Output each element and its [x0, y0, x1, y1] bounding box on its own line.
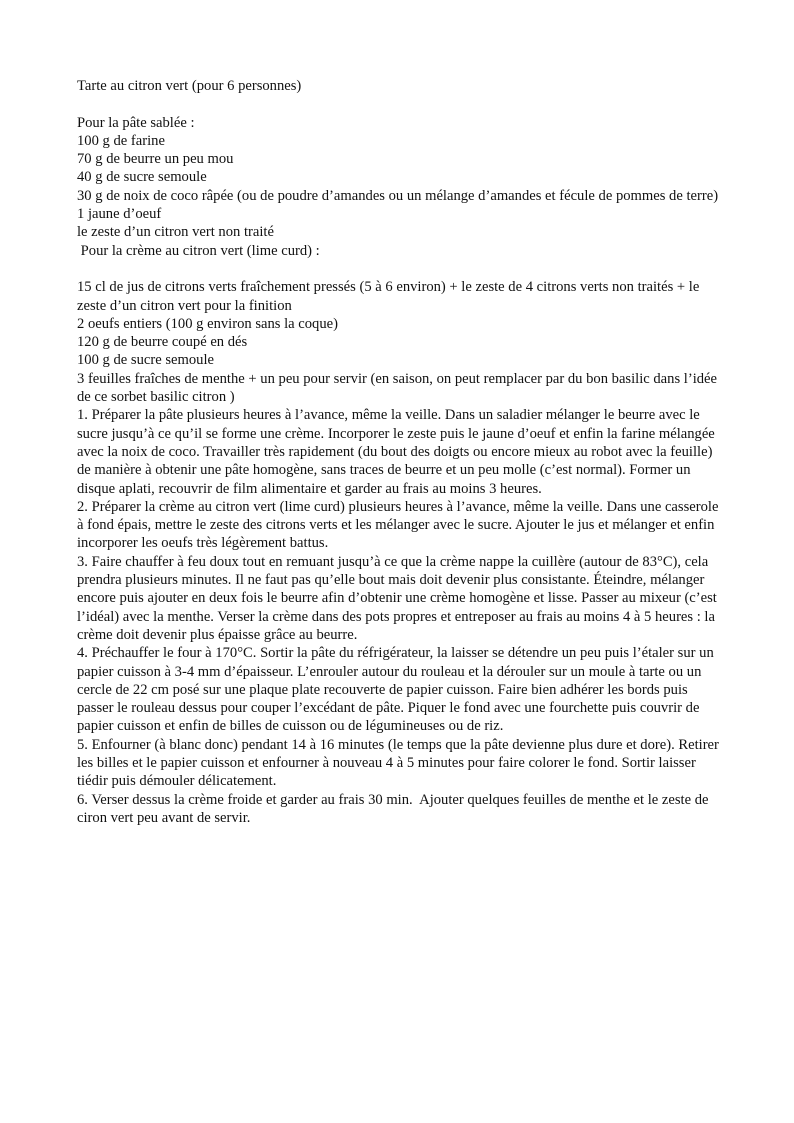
pate-ingredient: 70 g de beurre un peu mou	[77, 151, 234, 168]
creme-heading: Pour la crème au citron vert (lime curd) :	[77, 242, 320, 259]
recipe-title: Tarte au citron vert (pour 6 personnes)	[77, 78, 302, 94]
creme-ingredient: 120 g de beurre coupé en dés	[77, 334, 248, 351]
pate-heading: Pour la pâte sablée :	[77, 114, 195, 131]
recipe-step: 3. Faire chauffer à feu doux tout en remuant jusqu’à ce que la crème nappe la cuillère (autour de 83°C), cela prendra plusieurs minutes. Il ne faut pas qu’elle bout mais doit devenir plus consistante. Éteindre, mélanger encore puis ajouter en deux fois le beurre afin d’obtenir une crème homogène et lisse. Passer au mixeur (c’est l’idéal) avec la menthe. Verser la crème dans des pots propres et entreposer au frais au moins 4 à 5 heures : la crème doit devenir plus épaisse grâce au beurre.	[77, 553, 721, 643]
creme-ingredient: 2 oeufs entiers (100 g environ sans la coque)	[77, 315, 338, 332]
pate-ingredient: 30 g de noix de coco râpée (ou de poudre d’amandes ou un mélange d’amandes et fécule de pommes de terre)	[77, 187, 719, 204]
pate-ingredient: le zeste d’un citron vert non traité	[77, 224, 274, 241]
recipe-step: 5. Enfourner (à blanc donc) pendant 14 à 16 minutes (le temps que la pâte devienne plus dure et dore). Retirer les billes et le papier cuisson et enfourner à nouveau 4 à 5 minutes pour faire colorer le fond. Sortir laisser tiédir puis démouler délicatement.	[77, 736, 723, 790]
recipe-step: 2. Préparer la crème au citron vert (lime curd) plusieurs heures à l’avance, même la veille. Dans une casserole à fond épais, mettre le zeste des citrons verts et les mélanger avec le sucre. Ajouter le jus et mélanger et enfin incorporer les oeufs très légèrement battus.	[77, 498, 723, 552]
recipe-step: 1. Préparer la pâte plusieurs heures à l’avance, même la veille. Dans un saladier mélanger le beurre avec le sucre jusqu’à ce qu’il se forme une crème. Incorporer le zeste puis le jaune d’oeuf et enfin la farine mélangée avec la noix de coco. Travailler très rapidement (du bout des doigts ou encore mieux au robot avec la feuille) de manière à obtenir une pâte homogène, sans traces de beurre et un peu molle (c’est normal). Former un disque aplati, recouvrir de film alimentaire et garder au frais au moins 3 heures.	[77, 407, 719, 497]
recipe-step: 4. Préchauffer le four à 170°C. Sortir la pâte du réfrigérateur, la laisser se détendre un peu puis l’étaler sur un papier cuisson à 3-4 mm d’épaisseur. L’enrouler autour du rouleau et la dérouler sur un moule à tarte ou un cercle de 22 cm posé sur une plaque plate recouverte de papier cuisson. Faire bien adhérer les bords puis passer le rouleau dessus pour couper l’excédant de pâte. Piquer le fond avec une fourchette puis couvrir de papier cuisson et enfin de billes de cuisson ou de légumineuses ou de riz.	[77, 645, 718, 735]
creme-ingredient: 3 feuilles fraîches de menthe + un peu pour servir (en saison, on peut remplacer par du bon basilic dans l’idée de ce sorbet basilic citron )	[77, 370, 721, 406]
blank-line	[77, 260, 727, 278]
pate-ingredient: 40 g de sucre semoule	[77, 169, 207, 186]
document-page	[77, 77, 727, 827]
blank-line	[77, 95, 727, 113]
creme-ingredient: 100 g de sucre semoule	[77, 352, 214, 369]
recipe-step: 6. Verser dessus la crème froide et garder au frais 30 min. Ajouter quelques feuilles de menthe et le zeste de ciron vert peu avant de servir.	[77, 791, 713, 826]
pate-ingredient: 1 jaune d’oeuf	[77, 206, 162, 223]
pate-ingredient: 100 g de farine	[77, 132, 165, 149]
creme-ingredient: 15 cl de jus de citrons verts fraîchement pressés (5 à 6 environ) + le zeste de 4 citrons verts non traités + le zeste d’un citron vert pour la finition	[77, 279, 703, 314]
